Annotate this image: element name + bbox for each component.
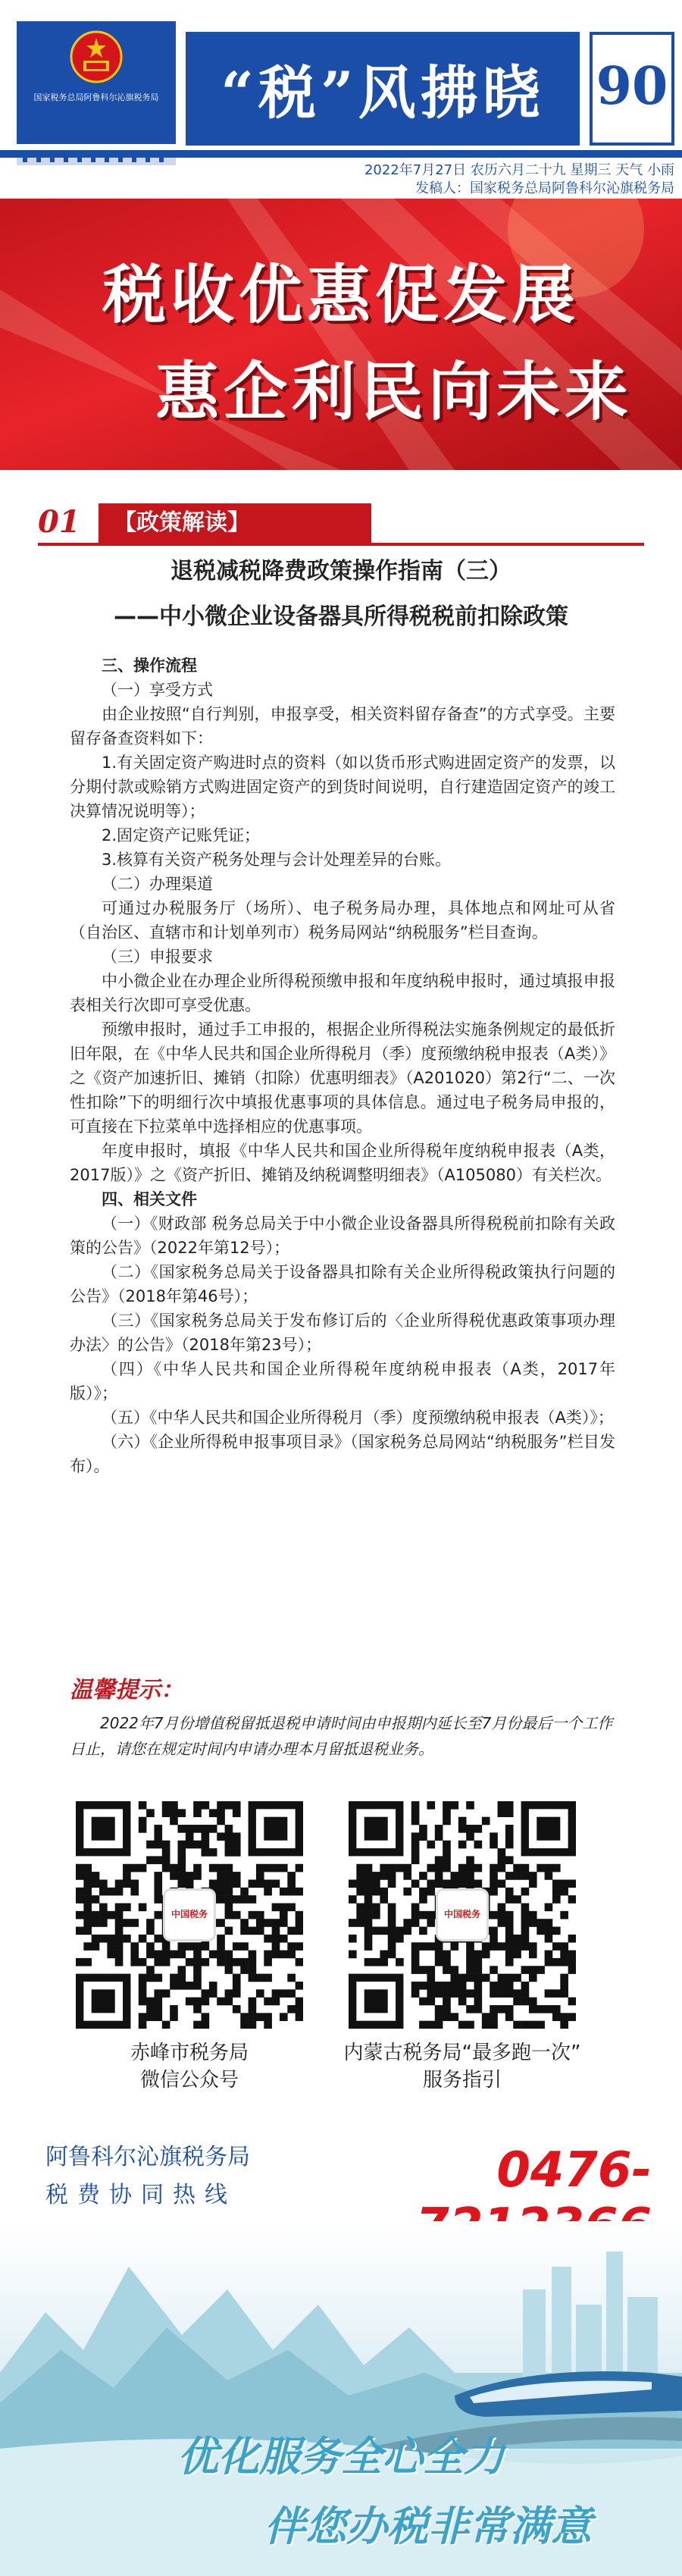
tips-text: 2022年7月份增值税留抵退税申请时间由申报期内延长至7月份最后一个工作日止，请您在规定时间内申请办理本月留抵退税业务。 — [70, 1714, 613, 1758]
footer-slogan-1: 优化服务全心全力 — [177, 2433, 505, 2480]
article-paragraph: （一）享受方式 — [102, 681, 213, 699]
article-paragraph: （三）《国家税务总局关于发布修订后的〈企业所得税优惠政策事项办理办法〉的公告》（2018年第23号）； — [70, 1312, 615, 1354]
article-paragraph: 预缴申报时，通过手工申报的，根据企业所得税法实施条例规定的最低折旧年限，在《中华人民共和国企业所得税月（季）度预缴纳税申报表（A类）》之《资产加速折旧、摊销（扣除）优惠明细表》（A201020）第2行“二、一次性扣除”下的明细行次中填报优惠事项的具体信息。通过电子税务局申报的，可直接在下拉菜单中选择相应的优惠事项。 — [70, 1020, 615, 1136]
article-paragraph: （一）《财政部 税务总局关于中小微企业设备器具所得税税前扣除有关政策的公告》（2022年第12号）； — [70, 1214, 615, 1257]
article-paragraph: 2.固定资产记账凭证； — [102, 826, 261, 845]
hero-banner — [0, 199, 682, 470]
qr-code-service-guide[interactable] — [349, 1801, 576, 2029]
article-paragraph: 中小微企业在办理企业所得税预缴申报和年度纳税申报时，通过填报申报表相关行次即可享受优惠。 — [70, 972, 615, 1014]
article-body — [70, 653, 615, 1478]
article-paragraph: 可通过办税服务厅（场所）、电子税务局办理，具体地点和网址可从省（自治区、直辖市和计划单列市）税务局网站“纳税服务”栏目查询。 — [70, 899, 615, 942]
national-emblem-icon — [70, 30, 123, 83]
qr-center-label: 中国税务 — [443, 1909, 480, 1919]
hotline-phone[interactable]: 0476- — [496, 2142, 652, 2198]
issue-number-box — [590, 32, 674, 146]
logo-caption: 国家税务总局阿鲁科尔沁旗税务局 — [33, 92, 159, 102]
qr-caption-line: 内蒙古税务局“最多跑一次” — [343, 2042, 581, 2064]
article-heading: 三、操作流程 — [102, 657, 197, 675]
header-divider — [0, 150, 682, 158]
tips-title: 温馨提示： — [70, 1677, 183, 1703]
article-title: 退税减税降费政策操作指南（三） — [170, 558, 512, 584]
hotline-org: 阿鲁科尔沁旗税务局 — [45, 2144, 250, 2170]
article-heading: 四、相关文件 — [102, 1190, 197, 1208]
hotline-label: 税费协同热线 — [45, 2182, 236, 2208]
qr-caption-wechat — [61, 2039, 318, 2094]
article-paragraph: （六）《企业所得税申报事项目录》（国家税务总局网站“纳税服务”栏目发布）。 — [70, 1433, 615, 1475]
qr-caption-line: 赤峰市税务局 — [130, 2042, 249, 2064]
section-divider — [38, 543, 644, 546]
article-subtitle: ——中小微企业设备器具所得税税前扣除政策 — [114, 603, 568, 630]
section-number: 01 — [38, 504, 80, 540]
article-paragraph: 1.有关固定资产购进时点的资料（如以货币形式购进固定资产的发票，以分期付款或赊销方式购进固定资产的到货时间说明，自行建造固定资产的竣工决算情况说明等）； — [70, 754, 615, 820]
banner-headline-1: 税收优惠促发展 — [102, 258, 580, 332]
article-paragraph: （三）申报要求 — [102, 948, 213, 966]
tax-bureau-logo — [17, 21, 176, 144]
qr-center-label: 中国税务 — [170, 1909, 208, 1919]
newsletter-title-box — [186, 32, 580, 146]
qr-caption-line: 服务指引 — [422, 2069, 502, 2092]
banner-headline-2: 惠企利民向未来 — [155, 355, 633, 429]
article-paragraph: 年度申报时，填报《中华人民共和国企业所得税年度纳税申报表（A类，2017版）》之《资产折旧、摊销及纳税调整明细表》（A105080）有关栏次。 — [70, 1142, 615, 1184]
newsletter-title: “税”风拂晓 — [221, 59, 545, 127]
article-paragraph: （五）《中华人民共和国企业所得税月（季）度预缴纳税申报表（A类）》； — [102, 1409, 614, 1427]
china-tax-logo-icon — [163, 1888, 216, 1941]
article-paragraph: （二）办理渠道 — [102, 875, 213, 893]
qr-code-wechat[interactable] — [76, 1801, 303, 2029]
publisher-line: 发稿人：国家税务总局阿鲁科尔沁旗税务局 — [415, 180, 674, 196]
date-line: 2022年7月27日 农历六月二十九 星期三 天气 小雨 — [364, 162, 674, 178]
qr-caption-line: 微信公众号 — [139, 2069, 239, 2092]
article-paragraph: 3.核算有关资产税务处理与会计处理差异的台账。 — [102, 851, 452, 869]
article-paragraph: （二）《国家税务总局关于设备器具扣除有关企业所得税政策执行问题的公告》（2018年第46号）； — [70, 1263, 615, 1305]
issue-number: 90 — [596, 56, 668, 117]
article-paragraph: （四）《中华人民共和国企业所得税年度纳税申报表（A类，2017年版）》； — [70, 1360, 615, 1402]
qr-caption-service-guide — [333, 2039, 591, 2094]
china-tax-logo-icon — [436, 1888, 489, 1941]
footer-slogan-2: 伴您办税非常满意 — [264, 2502, 592, 2550]
page-header — [0, 0, 682, 199]
article-paragraph: 由企业按照“自行判别，申报享受，相关资料留存备查”的方式享受。主要留存备查资料如下： — [70, 705, 615, 747]
section-tag: 【政策解读】 — [99, 503, 371, 543]
